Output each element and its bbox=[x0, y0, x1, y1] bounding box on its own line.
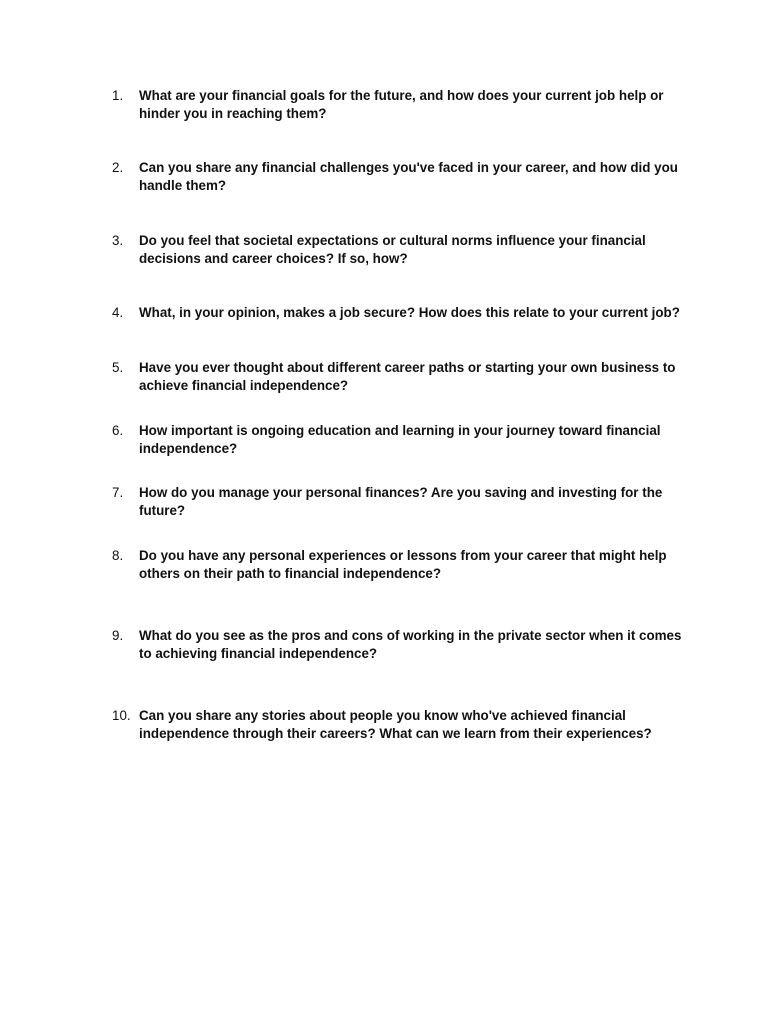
question-item-10 bbox=[112, 707, 692, 742]
question-item-7 bbox=[112, 484, 692, 519]
question-item-5 bbox=[112, 359, 692, 394]
question-text: What are your financial goals for the future, and how does your current job help or hinder you in reaching them? bbox=[139, 88, 664, 121]
question-number: 3. bbox=[112, 233, 124, 248]
question-number: 7. bbox=[112, 485, 124, 500]
question-number: 9. bbox=[112, 628, 124, 643]
question-item-6 bbox=[112, 422, 692, 457]
question-number: 2. bbox=[112, 160, 124, 175]
question-text: Can you share any financial challenges you've faced in your career, and how did you handle them? bbox=[139, 160, 678, 193]
question-text: How important is ongoing education and learning in your journey toward financial independence? bbox=[139, 423, 661, 456]
question-text: Can you share any stories about people you know who've achieved financial independence through their careers? What can we learn from their experiences? bbox=[139, 708, 652, 741]
question-number: 6. bbox=[112, 423, 124, 438]
question-text: How do you manage your personal finances? Are you saving and investing for the future? bbox=[139, 485, 663, 518]
question-text: Do you have any personal experiences or lessons from your career that might help others on their path to financial independence? bbox=[139, 548, 667, 581]
question-item-8 bbox=[112, 547, 692, 582]
question-item-4 bbox=[112, 304, 692, 322]
question-text: Have you ever thought about different career paths or starting your own business to achieve financial independence? bbox=[139, 360, 676, 393]
question-item-2 bbox=[112, 159, 692, 194]
question-number: 10. bbox=[112, 708, 131, 723]
question-item-1 bbox=[112, 87, 692, 122]
question-number: 1. bbox=[112, 88, 124, 103]
question-number: 5. bbox=[112, 360, 124, 375]
question-text: Do you feel that societal expectations or cultural norms influence your financial decisions and career choices? If so, how? bbox=[139, 233, 646, 266]
question-number: 8. bbox=[112, 548, 124, 563]
question-text: What do you see as the pros and cons of working in the private sector when it comes to achieving financial independence? bbox=[139, 628, 682, 661]
question-item-9 bbox=[112, 627, 692, 662]
question-number: 4. bbox=[112, 305, 124, 320]
question-text: What, in your opinion, makes a job secure? How does this relate to your current job? bbox=[139, 305, 680, 320]
question-item-3 bbox=[112, 232, 692, 267]
